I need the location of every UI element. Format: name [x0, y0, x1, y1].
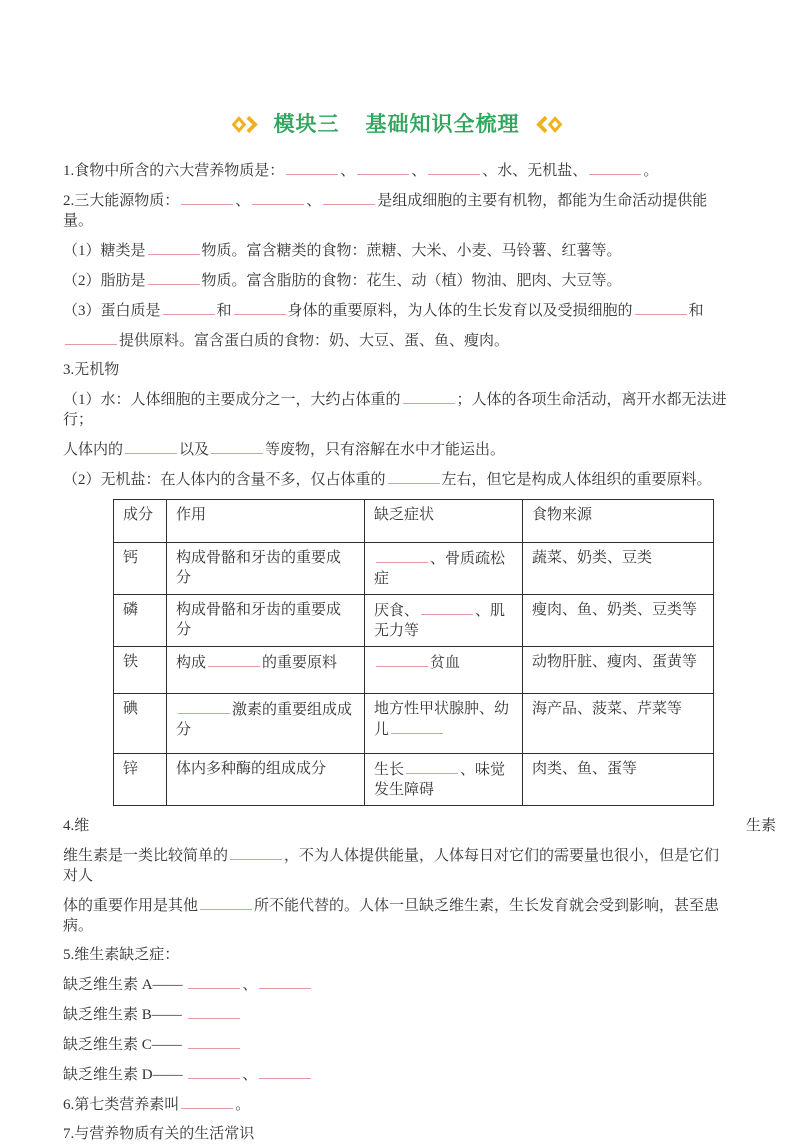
- fill-in-blank: [376, 652, 428, 667]
- text-run: 物质。富含糖类的食物：蔗糖、大米、小麦、马铃薯、红薯等。: [201, 243, 622, 259]
- text-run: 、: [242, 1067, 258, 1083]
- text-run: （2）脂肪是: [63, 273, 146, 289]
- fill-in-blank: [589, 160, 641, 175]
- fill-in-blank: [181, 1094, 233, 1109]
- cell-symptom: [365, 694, 523, 754]
- cell-symptom: [365, 754, 523, 806]
- cell-role: [167, 595, 365, 647]
- cell-symptom: [365, 595, 523, 647]
- cell-component: 锌: [114, 754, 167, 806]
- text-run: 4.维: [63, 818, 90, 834]
- text-run: 缺乏维生素 D——: [63, 1067, 187, 1083]
- fill-in-blank: [188, 1064, 240, 1079]
- item-7: [63, 1124, 730, 1144]
- fill-in-blank: [428, 160, 480, 175]
- fill-in-blank: [406, 759, 458, 774]
- diamond-chevron-right-icon: [231, 115, 258, 134]
- item-1: [63, 160, 730, 181]
- text-run: 、肌无力等: [374, 603, 506, 639]
- item-2-sub-1: [63, 240, 730, 261]
- fill-in-blank: [188, 1034, 240, 1049]
- text-run: 、: [340, 163, 356, 179]
- fill-in-blank: [181, 190, 233, 205]
- fill-in-blank: [388, 469, 440, 484]
- fill-in-blank: [211, 439, 263, 454]
- text-run: （1）糖类是: [63, 243, 146, 259]
- text-run: 3.无机物: [63, 362, 120, 378]
- vitamin-a-line: [63, 974, 730, 995]
- text-run: 贫血: [430, 655, 461, 671]
- fill-in-blank: [125, 439, 177, 454]
- fill-in-blank: [200, 895, 252, 910]
- fill-in-blank: [403, 389, 455, 404]
- module-label: 模块三: [273, 112, 340, 136]
- fill-in-blank: [391, 719, 443, 734]
- text-run: （3）蛋白质是: [63, 303, 161, 319]
- text-run: 维生素是一类比较简单的: [63, 848, 229, 864]
- item-2: [63, 190, 730, 231]
- column-header: 食物来源: [523, 500, 714, 543]
- text-run: 和: [688, 303, 704, 319]
- table-row: [114, 754, 714, 806]
- text-run: ，不为人体提供能量，人体每日对它们的需要量也很小，但是它们对人: [63, 848, 720, 884]
- text-run: 。: [235, 1097, 251, 1113]
- fill-in-blank: [163, 300, 215, 315]
- text-run: 物质。富含脂肪的食物：花生、动（植）物油、肥肉、大豆等。: [201, 273, 622, 289]
- text-run: 构成: [176, 655, 207, 671]
- text-run: 蔬菜、奶类、豆类: [532, 550, 653, 566]
- fill-in-blank: [188, 974, 240, 989]
- fill-in-blank: [357, 160, 409, 175]
- item-3-sub-1-line-1: [63, 389, 730, 430]
- fill-in-blank: [259, 974, 311, 989]
- minerals-table-body: [114, 543, 714, 806]
- column-header: 缺乏症状: [365, 500, 523, 543]
- fill-in-blank: [286, 160, 338, 175]
- item-2-sub-3-line-1: [63, 300, 730, 321]
- cell-source: [523, 754, 714, 806]
- text-run: 、: [242, 977, 258, 993]
- title-heading: 基础知识全梳理: [365, 112, 520, 136]
- text-run: 是组成细胞的主要有机物，都能为生命活动提供能量。: [63, 193, 708, 229]
- text-run: 构成骨骼和牙齿的重要成分: [176, 602, 342, 638]
- text-run: 缺乏维生素 A——: [63, 977, 187, 993]
- cell-role: [167, 543, 365, 595]
- text-run: 缺乏维生素 C——: [63, 1037, 186, 1053]
- text-run: 生素: [745, 818, 776, 834]
- text-run: 左右，但它是构成人体组织的重要原料。: [441, 472, 712, 488]
- vitamin-b-line: [63, 1004, 730, 1025]
- text-run: （1）水：人体细胞的主要成分之一，大约占体重的: [63, 392, 401, 408]
- text-run: 身体的重要原料，为人体的生长发育以及受损细胞的: [287, 303, 633, 319]
- text-run: 。: [643, 163, 659, 179]
- fill-in-blank: [259, 1064, 311, 1079]
- text-run: 的重要原料: [262, 655, 338, 671]
- table-row: [114, 543, 714, 595]
- text-run: 瘦肉、鱼、奶类、豆类等: [532, 602, 698, 618]
- text-run: （2）无机盐：在人体内的含量不多，仅占体重的: [63, 472, 386, 488]
- table-row: [114, 694, 714, 754]
- item-6: [63, 1094, 730, 1115]
- text-run: 构成骨骼和牙齿的重要成分: [176, 550, 342, 586]
- text-run: 所不能代替的。人体一旦缺乏维生素，生长发育就会受到影响，甚至患病。: [63, 898, 720, 934]
- text-run: 、骨质疏松症: [374, 551, 506, 587]
- text-run: 海产品、菠菜、芹菜等: [532, 701, 683, 717]
- cell-component: 碘: [114, 694, 167, 754]
- text-run: 肉类、鱼、蛋等: [532, 761, 638, 777]
- text-run: 提供原料。富含蛋白质的食物：奶、大豆、蛋、鱼、瘦肉。: [119, 333, 510, 349]
- text-run: 2.三大能源物质：: [63, 193, 180, 209]
- fill-in-blank: [635, 300, 687, 315]
- text-run: 、: [411, 163, 427, 179]
- fill-in-blank: [65, 330, 117, 345]
- section-before-table: [63, 160, 730, 490]
- text-run: 动物肝脏、瘦肉、蛋黄等: [532, 654, 698, 670]
- vitamin-c-line: [63, 1034, 730, 1055]
- fill-in-blank: [148, 240, 200, 255]
- fill-in-blank: [230, 845, 282, 860]
- item-3: [63, 360, 730, 380]
- text-run: 7.与营养物质有关的生活常识: [63, 1126, 255, 1142]
- fill-in-blank: [421, 600, 473, 615]
- text-run: 等废物，只有溶解在水中才能运出。: [265, 442, 506, 458]
- table-row: [114, 647, 714, 694]
- text-run: 人体内的: [63, 442, 124, 458]
- item-2-sub-3-line-2: [63, 330, 730, 351]
- cell-source: [523, 647, 714, 694]
- section-after-table: [63, 816, 776, 1144]
- cell-symptom: [365, 543, 523, 595]
- cell-symptom: [365, 647, 523, 694]
- text-run: 缺乏维生素 B——: [63, 1007, 186, 1023]
- cell-component: 钙: [114, 543, 167, 595]
- text-run: 5.维生素缺乏症：: [63, 947, 180, 963]
- fill-in-blank: [178, 699, 230, 714]
- page-title: [63, 112, 730, 136]
- minerals-table: [113, 499, 714, 806]
- text-run: 1.食物中所含的六大营养物质是：: [63, 163, 285, 179]
- text-run: 生长: [374, 762, 405, 778]
- text-run: ；人体的各项生命活动，离开水都无法进行；: [63, 392, 727, 428]
- fill-in-blank: [234, 300, 286, 315]
- cell-role: [167, 694, 365, 754]
- text-run: 体内多种酶的组成成分: [176, 761, 327, 777]
- fill-in-blank: [208, 652, 260, 667]
- cell-role: [167, 647, 365, 694]
- text-run: 以及: [179, 442, 210, 458]
- chevron-left-diamond-icon: [536, 115, 563, 134]
- cell-component: 铁: [114, 647, 167, 694]
- cell-source: [523, 543, 714, 595]
- vitamin-paragraph-line-1: [63, 845, 730, 886]
- item-2-sub-2: [63, 270, 730, 291]
- text-run: 体的重要作用是其他: [63, 898, 199, 914]
- item-5: [63, 945, 730, 965]
- fill-in-blank: [148, 270, 200, 285]
- text-run: 、味觉发生障碍: [374, 762, 506, 798]
- cell-source: [523, 694, 714, 754]
- item-3-sub-2: [63, 469, 730, 490]
- fill-in-blank: [188, 1004, 240, 1019]
- text-run: 、: [306, 193, 322, 209]
- text-run: 6.第七类营养素叫: [63, 1097, 180, 1113]
- text-run: 、: [235, 193, 251, 209]
- cell-source: [523, 595, 714, 647]
- fill-in-blank: [376, 548, 428, 563]
- item-3-sub-1-line-2: [63, 439, 730, 460]
- table-row: [114, 595, 714, 647]
- text-run: 激素的重要组成成分: [176, 702, 353, 738]
- column-header: 成分: [114, 500, 167, 543]
- fill-in-blank: [323, 190, 375, 205]
- text-run: 地方性甲状腺肿、幼儿: [374, 701, 510, 738]
- vitamin-d-line: [63, 1064, 730, 1085]
- fill-in-blank: [252, 190, 304, 205]
- column-header: 作用: [167, 500, 365, 543]
- text-run: 厌食、: [374, 603, 420, 619]
- cell-component: 磷: [114, 595, 167, 647]
- cell-role: [167, 754, 365, 806]
- text-run: 和: [216, 303, 232, 319]
- vitamin-paragraph-line-2: [63, 895, 730, 936]
- text-run: 、水、无机盐、: [482, 163, 588, 179]
- item-4: [63, 816, 776, 836]
- minerals-table-head-row: [114, 500, 714, 543]
